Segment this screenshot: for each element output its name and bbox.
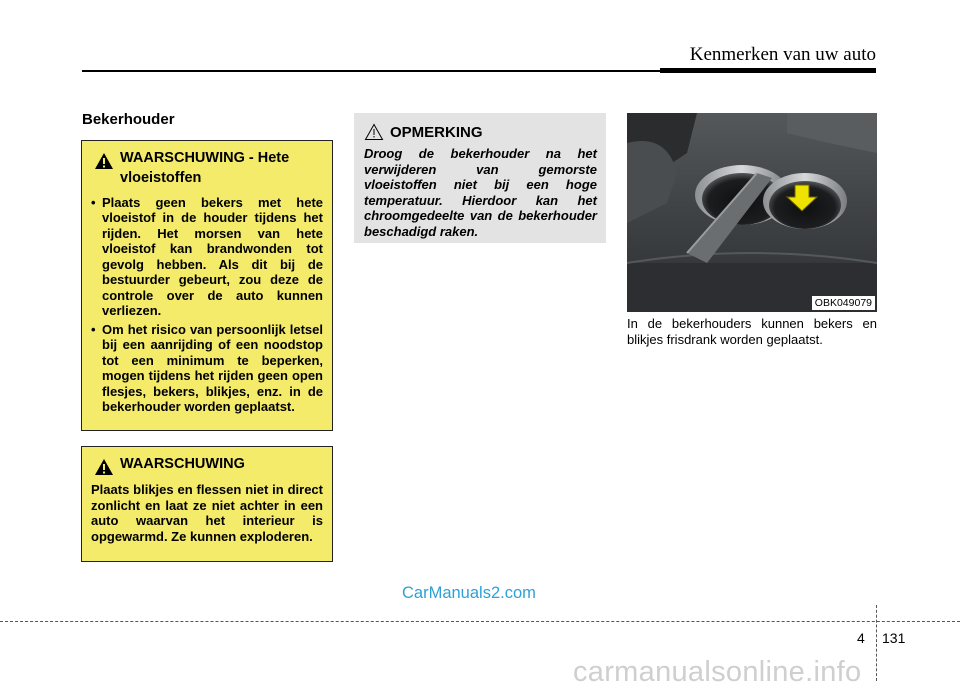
cup-holder-photo bbox=[627, 113, 877, 312]
warning-heading: WAARSCHUWING - Hete bbox=[120, 150, 290, 166]
note-heading: OPMERKING bbox=[390, 123, 483, 141]
body-text: In de bekerhouders kunnen bekers en blikjes frisdrank worden geplaatst. bbox=[627, 316, 877, 347]
caution-triangle-icon bbox=[364, 123, 384, 141]
chapter-number: 4 bbox=[857, 630, 865, 646]
warning-item: • Om het risico van persoonlijk letsel bij een aanrijding of een noodstop tot een minimum te beperken, mogen tijdens het rijden geen open flesjes, bekers, blikjes, enz. in de bekerhouder worden geplaatst. bbox=[91, 322, 323, 415]
note-box bbox=[354, 113, 606, 243]
warning-triangle-icon bbox=[94, 152, 114, 170]
warning-hot-liquids-box bbox=[81, 140, 333, 431]
page-number: 131 bbox=[882, 630, 906, 646]
footer-rule bbox=[0, 621, 960, 622]
warning-item: • Plaats geen bekers met hete vloeistof in de houder tijdens het rijden. Het morsen van hete vloeistof kan brandwonden tot gevolg hebben. Als dit bij de bestuurder gebeurt, zou deze de controle over de auto kunnen verliezen. bbox=[91, 195, 323, 319]
page-header-title: Kenmerken van uw auto bbox=[689, 44, 876, 65]
warning-heading: WAARSCHUWING bbox=[120, 456, 245, 472]
warning-sun-box bbox=[81, 446, 333, 562]
watermark-link[interactable]: CarManuals2.com bbox=[402, 584, 536, 602]
warning-triangle-icon bbox=[94, 458, 114, 476]
footer-watermark: carmanualsonline.info bbox=[573, 656, 862, 688]
warning-subheading: vloeistoffen bbox=[120, 170, 202, 186]
cup-holder-illustration bbox=[627, 113, 877, 312]
footer-divider bbox=[876, 605, 877, 681]
header-rule bbox=[82, 70, 660, 72]
warning-list bbox=[91, 195, 323, 415]
section-title: Bekerhouder bbox=[82, 111, 175, 128]
warning-text: Plaats blikjes en flessen niet in direct zonlicht en laat ze niet achter in een auto waarvan het interieur is opgewarmd. Ze kunnen exploderen. bbox=[91, 482, 323, 544]
header-rule-bold bbox=[660, 68, 876, 73]
photo-code: OBK049079 bbox=[812, 296, 875, 310]
note-text: Droog de bekerhouder na het verwijderen van gemorste vloeistoffen niet bij een hoge temperatuur. Hierdoor kan het chroomgedeelte van de bekerhouder beschadigd raken. bbox=[364, 146, 597, 239]
